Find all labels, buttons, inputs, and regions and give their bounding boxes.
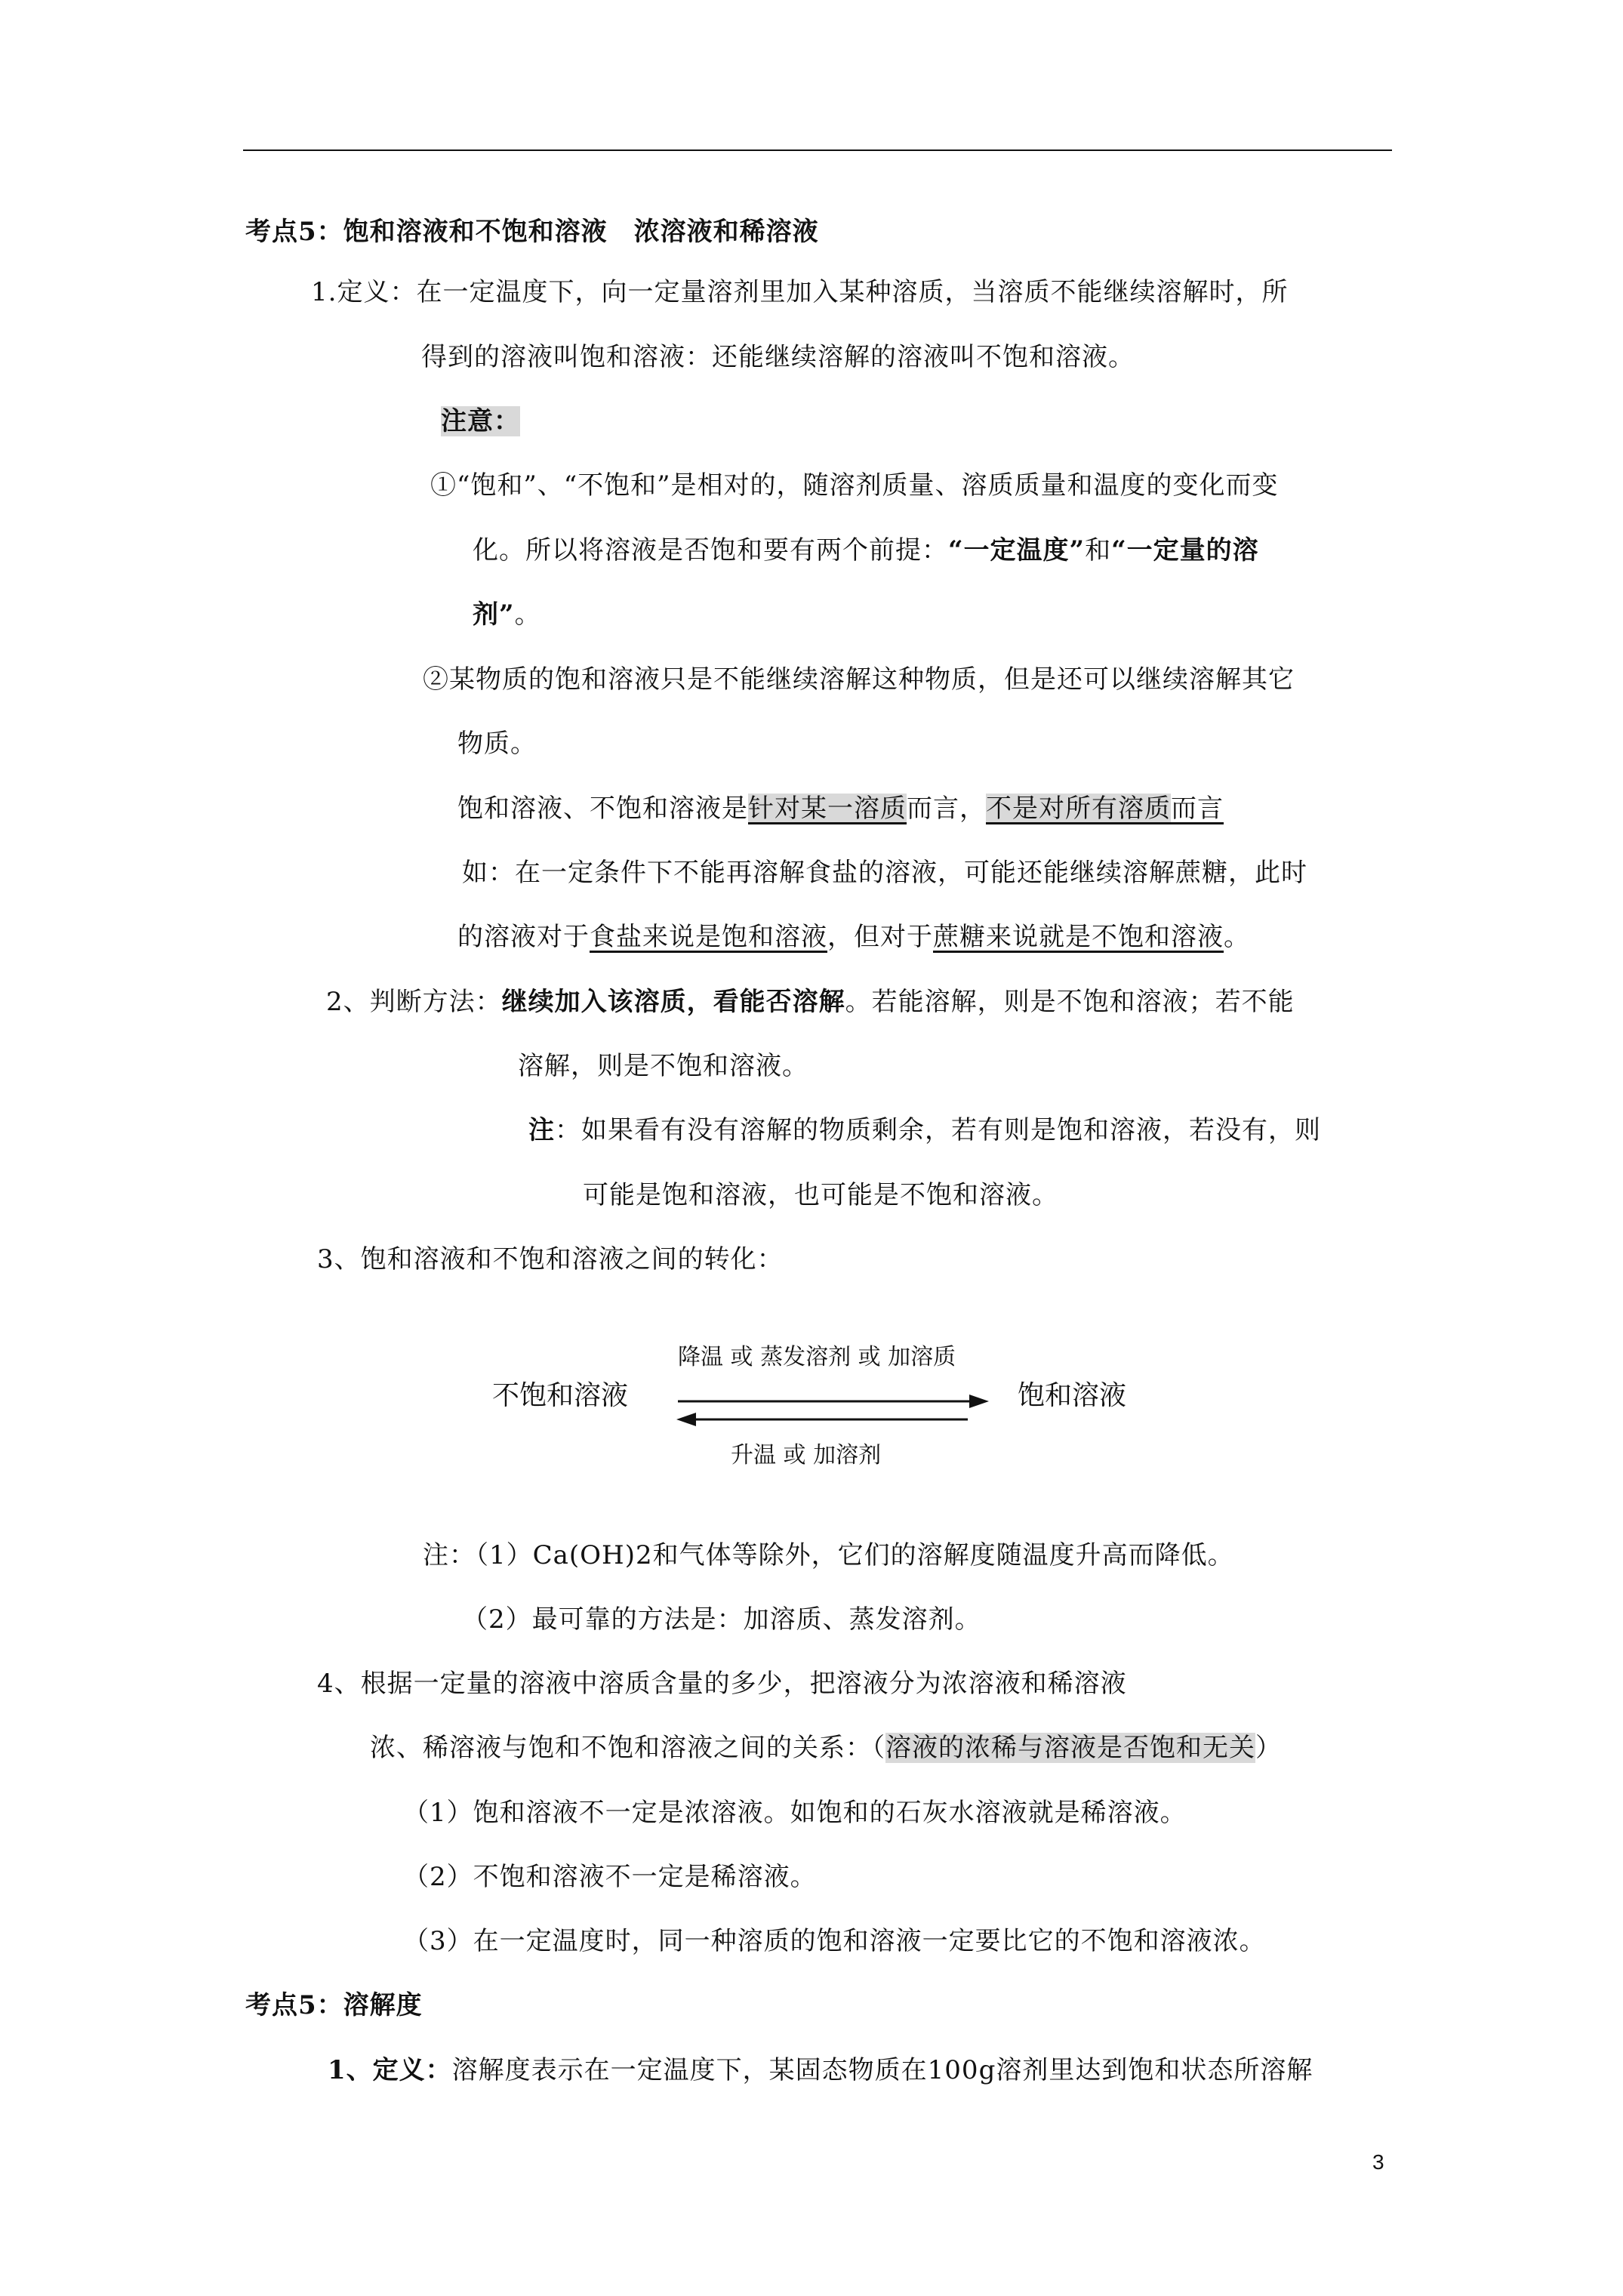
judge-line-2: 溶解，则是不饱和溶液。 <box>518 1051 808 1081</box>
definition-line-2: 得到的溶液叫饱和溶液：还能继续溶解的溶液叫不饱和溶液。 <box>421 342 1135 372</box>
judge-note-line-2: 可能是饱和溶液，也可能是不饱和溶液。 <box>583 1180 1058 1210</box>
header-rule <box>243 149 1392 151</box>
concentration-line-1: 4、根据一定量的溶液中溶质含量的多少，把溶液分为浓溶液和稀溶液 <box>317 1669 1127 1699</box>
note-heading: 注意： <box>441 406 520 436</box>
note-point-1-line-2: 化。所以将溶液是否饱和要有两个前提：“一定温度”和“一定量的溶 <box>473 535 1259 566</box>
conversion-heading: 3、饱和溶液和不饱和溶液之间的转化： <box>317 1244 784 1274</box>
note-point-1-line-3: 剂”。 <box>473 599 541 630</box>
note-point-2-line-2: 物质。 <box>457 729 537 759</box>
note-point-3: 饱和溶液、不饱和溶液是针对某一溶质而言，不是对所有溶质而言 <box>457 794 1224 824</box>
section-title: 考点5：饱和溶液和不饱和溶液 浓溶液和稀溶液 <box>245 217 819 247</box>
concentration-relation: 浓、稀溶液与饱和不饱和溶液之间的关系：（溶液的浓稀与溶液是否饱和无关） <box>370 1733 1282 1763</box>
note-point-2-line-1: ②某物质的饱和溶液只是不能继续溶解这种物质，但是还可以继续溶解其它 <box>423 664 1295 695</box>
concentration-item-3: （3）在一定温度时，同一种溶质的饱和溶液一定要比它的不饱和溶液浓。 <box>403 1926 1266 1956</box>
judge-line-1: 2、判断方法：继续加入该溶质，看能否溶解。若能溶解，则是不饱和溶液；若不能 <box>326 987 1295 1017</box>
concentration-item-2: （2）不饱和溶液不一定是稀溶液。 <box>403 1862 817 1892</box>
concentration-item-1: （1）饱和溶液不一定是浓溶液。如饱和的石灰水溶液就是稀溶液。 <box>403 1798 1187 1828</box>
conversion-note-2: （2）最可靠的方法是：加溶质、蒸发溶剂。 <box>462 1604 981 1635</box>
page-number: 3 <box>1372 2150 1384 2174</box>
judge-note-line-1: 注：如果看有没有溶解的物质剩余，若有则是饱和溶液，若没有，则 <box>528 1115 1321 1145</box>
conversion-reverse-label: 升温 或 加溶剂 <box>731 1442 882 1469</box>
solubility-definition: 1、定义：溶解度表示在一定温度下，某固态物质在100g溶剂里达到饱和状态所溶解 <box>328 2055 1313 2085</box>
forward-arrow <box>678 1395 989 1408</box>
example-line-1: 如：在一定条件下不能再溶解食盐的溶液，可能还能继续溶解蔗糖，此时 <box>462 858 1307 888</box>
note-point-1-line-1: ①“饱和”、“不饱和”是相对的，随溶剂质量、溶质质量和温度的变化而变 <box>430 470 1279 501</box>
conversion-note-1: 注：（1）Ca(OH)2和气体等除外，它们的溶解度随温度升高而降低。 <box>423 1540 1234 1570</box>
backward-arrow <box>676 1413 968 1426</box>
definition-line-1: 1.定义：在一定温度下，向一定量溶剂里加入某种溶质，当溶质不能继续溶解时，所 <box>311 277 1289 307</box>
conversion-forward-label: 降温 或 蒸发溶剂 或 加溶质 <box>678 1344 956 1370</box>
section-2-title: 考点5：溶解度 <box>245 1990 423 2020</box>
example-line-2: 的溶液对于食盐来说是饱和溶液，但对于蔗糖来说就是不饱和溶液。 <box>457 922 1250 952</box>
unsaturated-node: 不饱和溶液 <box>492 1380 629 1411</box>
saturated-node: 饱和溶液 <box>1018 1380 1127 1411</box>
